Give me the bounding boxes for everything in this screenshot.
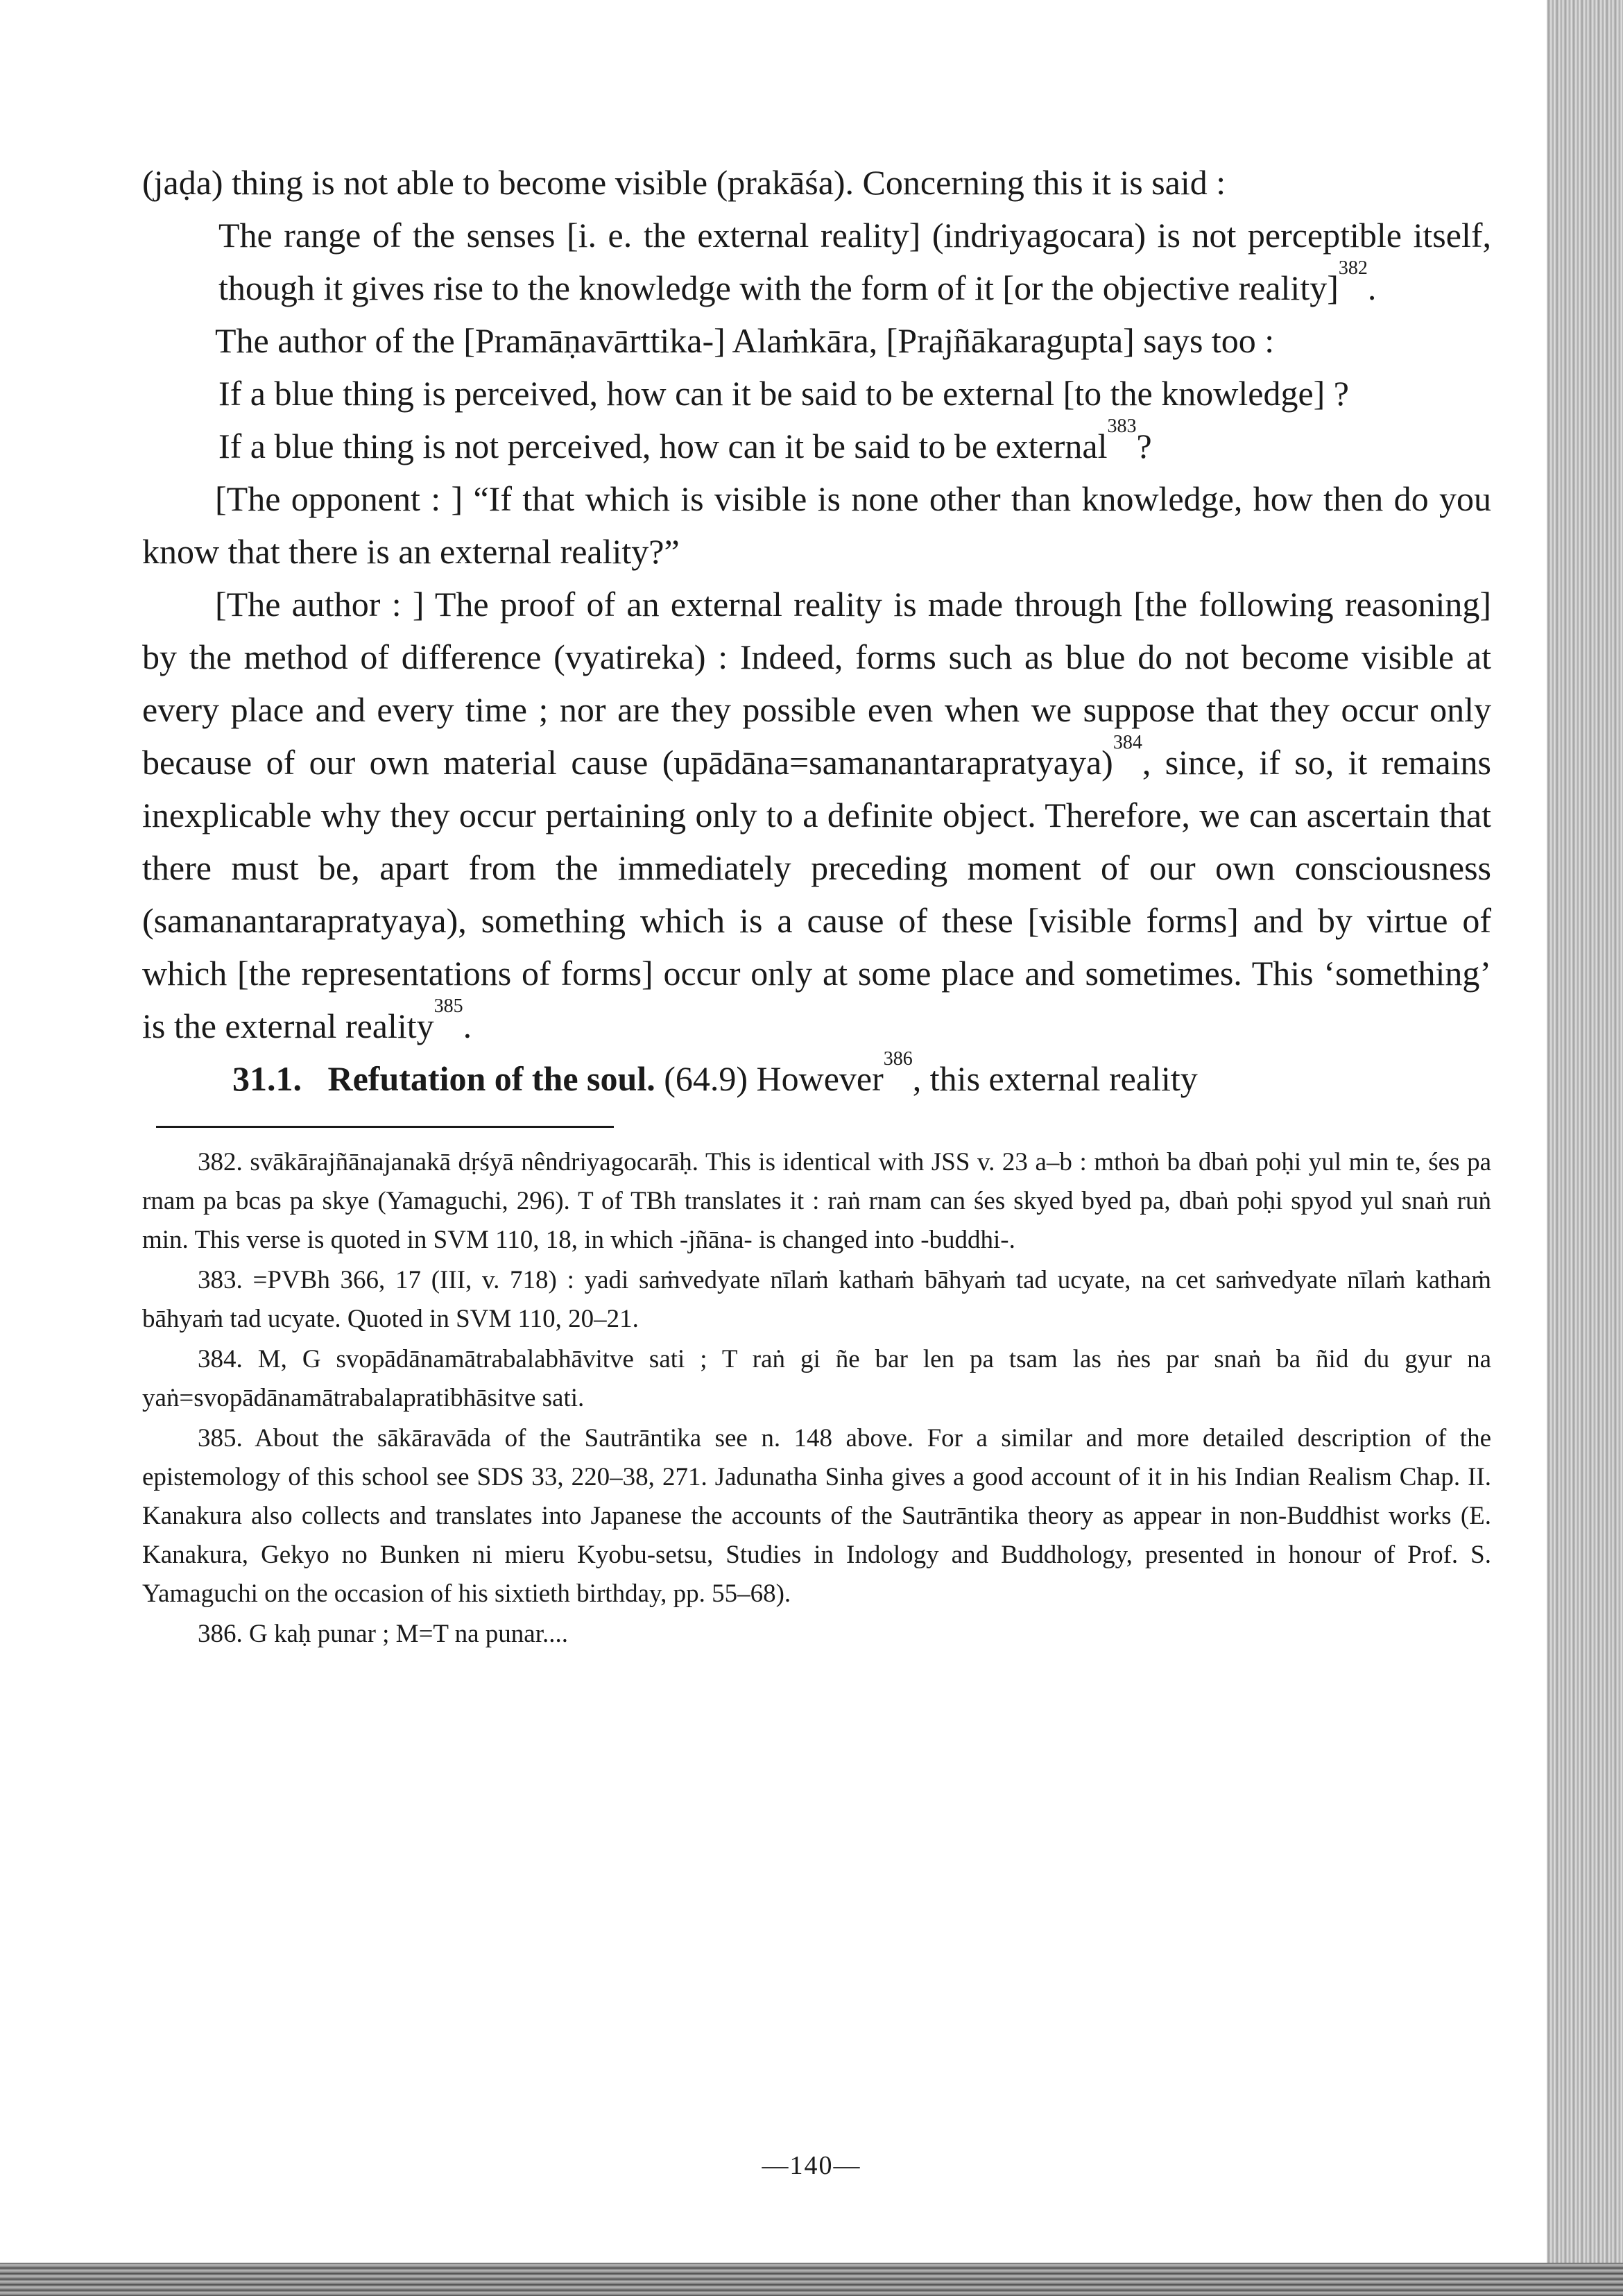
- quote-blue-2: [218, 415, 1491, 472]
- quote-2b-end: ?: [1136, 427, 1152, 465]
- page-number: —140—: [762, 2151, 861, 2180]
- section-number: 31.1.: [232, 1059, 302, 1098]
- paragraph-author-b: , since, if so, it remains inexplicable why they occur pertaining only to a definite object. Therefore, we can ascertain that there must be, apart from the immediately preceding moment of our own consciousness (samanantarapratyaya), something which is a cause of these [visible forms] and by virtue of which [the representations of forms] occur only at some place and sometimes. This ‘something’ is the external reality: [142, 743, 1492, 1045]
- footnote-384: 384. M, G svopādānamātrabalabhāvitve sati ; T raṅ gi ñe bar len pa tsam las ṅes par snaṅ ba ñid du gyur na yaṅ=svopādānamātrabalapratibhāsitve sati.: [142, 1345, 1491, 1412]
- footnotes: [142, 1143, 1491, 1654]
- paragraph-author-end: .: [463, 1006, 472, 1045]
- quote-indriyagocara: [218, 209, 1491, 314]
- footnote-separator: [156, 1126, 614, 1128]
- paragraph-opponent: [The opponent : ] “If that which is visible is none other than knowledge, how then do you know that there is an external reality?”: [142, 479, 1491, 571]
- main-text: [142, 156, 1491, 1105]
- quote-blue-1: If a blue thing is perceived, how can it be said to be external [to the knowledge] ?: [218, 374, 1349, 413]
- book-binding-shadow: [1547, 0, 1623, 2296]
- section-text-a: (64.9) However: [655, 1059, 884, 1098]
- footnote-ref-384: 384: [1113, 732, 1142, 753]
- section-title: Refutation of the soul.: [327, 1059, 655, 1098]
- paragraph-author: [142, 578, 1491, 1052]
- paragraph-2: The author of the [Pramāṇavārttika-] Alaṁkāra, [Prajñākaragupta] says too :: [215, 321, 1275, 360]
- footnote-ref-386: 386: [883, 1048, 913, 1070]
- footnote-ref-383: 383: [1107, 415, 1137, 437]
- paragraph-author-a: [The author : ] The proof of an external reality is made through [the following reasoning] by the method of difference (vyatireka) : Indeed, forms such as blue do not become visible at every place and every time ; nor are they possible even when we suppose that they occur only because of our own material cause (upādāna=samanantarapratyaya): [142, 585, 1491, 782]
- section-text-b: , this external reality: [912, 1059, 1198, 1098]
- quote-1-text: The range of the senses [i. e. the external reality] (indriyagocara) is not perceptible itself, though it gives rise to the knowledge with the form of it [or the objective reality]: [218, 216, 1491, 307]
- paragraph-1: (jaḍa) thing is not able to become visible (prakāśa). Concerning this it is said :: [142, 163, 1226, 202]
- footnote-385: 385. About the sākāravāda of the Sautrāntika see n. 148 above. For a similar and more detailed description of the epistemology of this school see SDS 33, 220–38, 271. Jadunatha Sinha gives a good account of it in his Indian Realism Chap. II. Kanakura also collects and translates into Japanese the accounts of the Sautrāntika theory as appear in non-Buddhist works (E. Kanakura, Gekyo no Bunken ni mieru Kyobu-setsu, Studies in Indology and Buddhology, presented in honour of Prof. S. Yamaguchi on the occasion of his sixtieth birthday, pp. 55–68).: [142, 1424, 1491, 1608]
- footnote-ref-382: 382: [1338, 257, 1368, 279]
- quote-1-end: .: [1367, 268, 1377, 307]
- page-content: [142, 156, 1491, 1655]
- quote-2b-text: If a blue thing is not perceived, how can it be said to be external: [218, 427, 1108, 465]
- footnote-382: 382. svākārajñānajanakā dṛśyā nêndriyagocarāḥ. This is identical with JSS v. 23 a–b : mthoṅ ba dbaṅ poḥi yul min te, śes pa rnam pa bcas pa skye (Yamaguchi, 296). T of TBh translates it : raṅ rnam can śes skyed byed pa, dbaṅ poḥi spyod yul snaṅ ruṅ min. This verse is quoted in SVM 110, 18, in which -jñāna- is changed into -buddhi-.: [142, 1148, 1491, 1254]
- footnote-386: 386. G kaḥ punar ; M=T na punar....: [198, 1620, 568, 1648]
- footnote-ref-385: 385: [433, 995, 463, 1017]
- footnote-383: 383. =PVBh 366, 17 (III, v. 718) : yadi saṁvedyate nīlaṁ kathaṁ bāhyaṁ tad ucyate, na cet saṁvedyate nīlaṁ kathaṁ bāhyaṁ tad ucyate. Quoted in SVM 110, 20–21.: [142, 1266, 1491, 1333]
- scan-edge-band: [0, 2263, 1623, 2296]
- section-heading: [142, 1048, 1491, 1105]
